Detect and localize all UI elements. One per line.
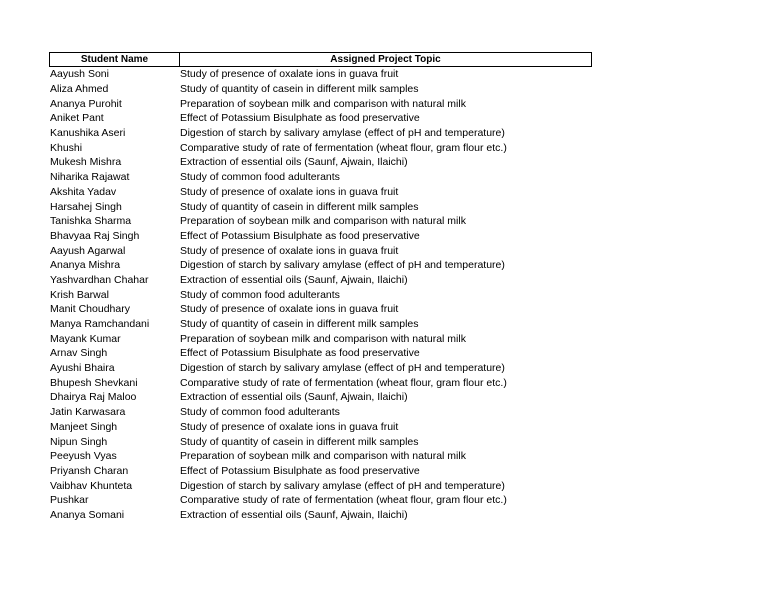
header-assigned-project-topic[interactable]: Assigned Project Topic bbox=[330, 54, 441, 65]
table-row bbox=[49, 67, 592, 82]
project-topic-cell[interactable]: Effect of Potassium Bisulphate as food preservative bbox=[180, 347, 420, 360]
table-row bbox=[49, 464, 592, 479]
project-topic-cell[interactable]: Preparation of soybean milk and comparison with natural milk bbox=[180, 332, 466, 345]
student-name-cell[interactable]: Aayush Soni bbox=[50, 68, 109, 81]
project-topic-cell[interactable]: Extraction of essential oils (Saunf, Ajwain, Ilaichi) bbox=[180, 391, 408, 404]
table-row bbox=[49, 140, 592, 155]
student-name-cell[interactable]: Kanushika Aseri bbox=[50, 127, 126, 140]
project-topic-cell[interactable]: Digestion of starch by salivary amylase (effect of pH and temperature) bbox=[180, 259, 505, 272]
table-row bbox=[49, 420, 592, 435]
table-row bbox=[49, 82, 592, 97]
project-topic-cell[interactable]: Effect of Potassium Bisulphate as food preservative bbox=[180, 229, 420, 242]
student-name-cell[interactable]: Yashvardhan Chahar bbox=[50, 273, 149, 286]
table-body bbox=[49, 67, 592, 522]
table-row bbox=[49, 331, 592, 346]
project-topic-cell[interactable]: Study of quantity of casein in different milk samples bbox=[180, 200, 419, 213]
student-name-cell[interactable]: Peeyush Vyas bbox=[50, 450, 117, 463]
student-name-cell[interactable]: Priyansh Charan bbox=[50, 464, 129, 477]
project-topic-cell[interactable]: Study of common food adulterants bbox=[180, 406, 340, 419]
student-name-cell[interactable]: Bhupesh Shevkani bbox=[50, 376, 138, 389]
student-name-cell[interactable]: Bhavyaa Raj Singh bbox=[50, 229, 140, 242]
project-topic-cell[interactable]: Study of quantity of casein in different milk samples bbox=[180, 83, 419, 96]
header-student-name[interactable]: Student Name bbox=[50, 53, 180, 66]
table-row bbox=[49, 185, 592, 200]
table-row bbox=[49, 155, 592, 170]
project-topic-cell[interactable]: Digestion of starch by salivary amylase (effect of pH and temperature) bbox=[180, 362, 505, 375]
project-topic-cell[interactable]: Study of presence of oxalate ions in guava fruit bbox=[180, 68, 399, 81]
project-topic-cell[interactable]: Digestion of starch by salivary amylase (effect of pH and temperature) bbox=[180, 479, 505, 492]
table-row bbox=[49, 508, 592, 523]
project-topic-cell[interactable]: Comparative study of rate of fermentation (wheat flour, gram flour etc.) bbox=[180, 494, 507, 507]
project-topic-cell[interactable]: Digestion of starch by salivary amylase (effect of pH and temperature) bbox=[180, 127, 505, 140]
table-row bbox=[49, 96, 592, 111]
student-name-cell[interactable]: Krish Barwal bbox=[50, 288, 109, 301]
student-name-cell[interactable]: Manit Choudhary bbox=[50, 303, 130, 316]
student-name-cell[interactable]: Arnav Singh bbox=[50, 347, 108, 360]
student-name-cell[interactable]: Aliza Ahmed bbox=[50, 83, 109, 96]
student-name-cell[interactable]: Harsahej Singh bbox=[50, 200, 122, 213]
student-name-cell[interactable]: Mukesh Mishra bbox=[50, 156, 122, 169]
project-topic-cell[interactable]: Study of common food adulterants bbox=[180, 171, 340, 184]
table-row bbox=[49, 493, 592, 508]
table-row bbox=[49, 229, 592, 244]
student-name-cell[interactable]: Khushi bbox=[50, 141, 83, 154]
project-topic-cell[interactable]: Extraction of essential oils (Saunf, Ajwain, Ilaichi) bbox=[180, 156, 408, 169]
student-name-cell[interactable]: Manya Ramchandani bbox=[50, 318, 150, 331]
project-topic-cell[interactable]: Study of presence of oxalate ions in guava fruit bbox=[180, 420, 399, 433]
student-name-cell[interactable]: Vaibhav Khunteta bbox=[50, 479, 133, 492]
project-topic-cell[interactable]: Preparation of soybean milk and comparison with natural milk bbox=[180, 450, 466, 463]
student-name-cell[interactable]: Ananya Purohit bbox=[50, 97, 122, 110]
table-row bbox=[49, 243, 592, 258]
project-topic-cell[interactable]: Effect of Potassium Bisulphate as food preservative bbox=[180, 464, 420, 477]
student-name-cell[interactable]: Ayushi Bhaira bbox=[50, 362, 115, 375]
student-name-cell[interactable]: Jatin Karwasara bbox=[50, 406, 126, 419]
student-name-cell[interactable]: Manjeet Singh bbox=[50, 420, 118, 433]
table-row bbox=[49, 126, 592, 141]
project-topic-cell[interactable]: Extraction of essential oils (Saunf, Ajwain, Ilaichi) bbox=[180, 273, 408, 286]
student-name-cell[interactable]: Mayank Kumar bbox=[50, 332, 121, 345]
project-topic-cell[interactable]: Study of presence of oxalate ions in guava fruit bbox=[180, 303, 399, 316]
table-row bbox=[49, 170, 592, 185]
student-name-cell[interactable]: Niharika Rajawat bbox=[50, 171, 130, 184]
table-row bbox=[49, 287, 592, 302]
student-name-cell[interactable]: Dhairya Raj Maloo bbox=[50, 391, 137, 404]
project-topic-cell[interactable]: Study of presence of oxalate ions in guava fruit bbox=[180, 185, 399, 198]
project-topic-cell[interactable]: Preparation of soybean milk and comparison with natural milk bbox=[180, 97, 466, 110]
table-row bbox=[49, 273, 592, 288]
student-name-cell[interactable]: Ananya Mishra bbox=[50, 259, 121, 272]
student-name-cell[interactable]: Tanishka Sharma bbox=[50, 215, 132, 228]
table-row bbox=[49, 434, 592, 449]
project-topic-cell[interactable]: Comparative study of rate of fermentation (wheat flour, gram flour etc.) bbox=[180, 376, 507, 389]
student-name-cell[interactable]: Nipun Singh bbox=[50, 435, 108, 448]
table-row bbox=[49, 478, 592, 493]
project-topic-cell[interactable]: Extraction of essential oils (Saunf, Ajwain, Ilaichi) bbox=[180, 508, 408, 521]
project-topic-cell[interactable]: Effect of Potassium Bisulphate as food preservative bbox=[180, 112, 420, 125]
table-row bbox=[49, 214, 592, 229]
student-name-cell[interactable]: Akshita Yadav bbox=[50, 185, 117, 198]
project-assignment-table bbox=[49, 52, 592, 522]
student-name-cell[interactable]: Ananya Somani bbox=[50, 508, 125, 521]
table-row bbox=[49, 449, 592, 464]
project-topic-cell[interactable]: Preparation of soybean milk and comparison with natural milk bbox=[180, 215, 466, 228]
table-row bbox=[49, 302, 592, 317]
project-topic-cell[interactable]: Study of presence of oxalate ions in guava fruit bbox=[180, 244, 399, 257]
table-header bbox=[49, 52, 592, 67]
table-row bbox=[49, 405, 592, 420]
table-row bbox=[49, 199, 592, 214]
table-row bbox=[49, 361, 592, 376]
table-row bbox=[49, 390, 592, 405]
project-topic-cell[interactable]: Study of quantity of casein in different milk samples bbox=[180, 318, 419, 331]
table-row bbox=[49, 346, 592, 361]
project-topic-cell[interactable]: Comparative study of rate of fermentation (wheat flour, gram flour etc.) bbox=[180, 141, 507, 154]
table-row bbox=[49, 111, 592, 126]
table-row bbox=[49, 375, 592, 390]
student-name-cell[interactable]: Pushkar bbox=[50, 494, 89, 507]
table-row bbox=[49, 258, 592, 273]
student-name-cell[interactable]: Aniket Pant bbox=[50, 112, 104, 125]
table-row bbox=[49, 317, 592, 332]
project-topic-cell[interactable]: Study of quantity of casein in different milk samples bbox=[180, 435, 419, 448]
student-name-cell[interactable]: Aayush Agarwal bbox=[50, 244, 126, 257]
project-topic-cell[interactable]: Study of common food adulterants bbox=[180, 288, 340, 301]
